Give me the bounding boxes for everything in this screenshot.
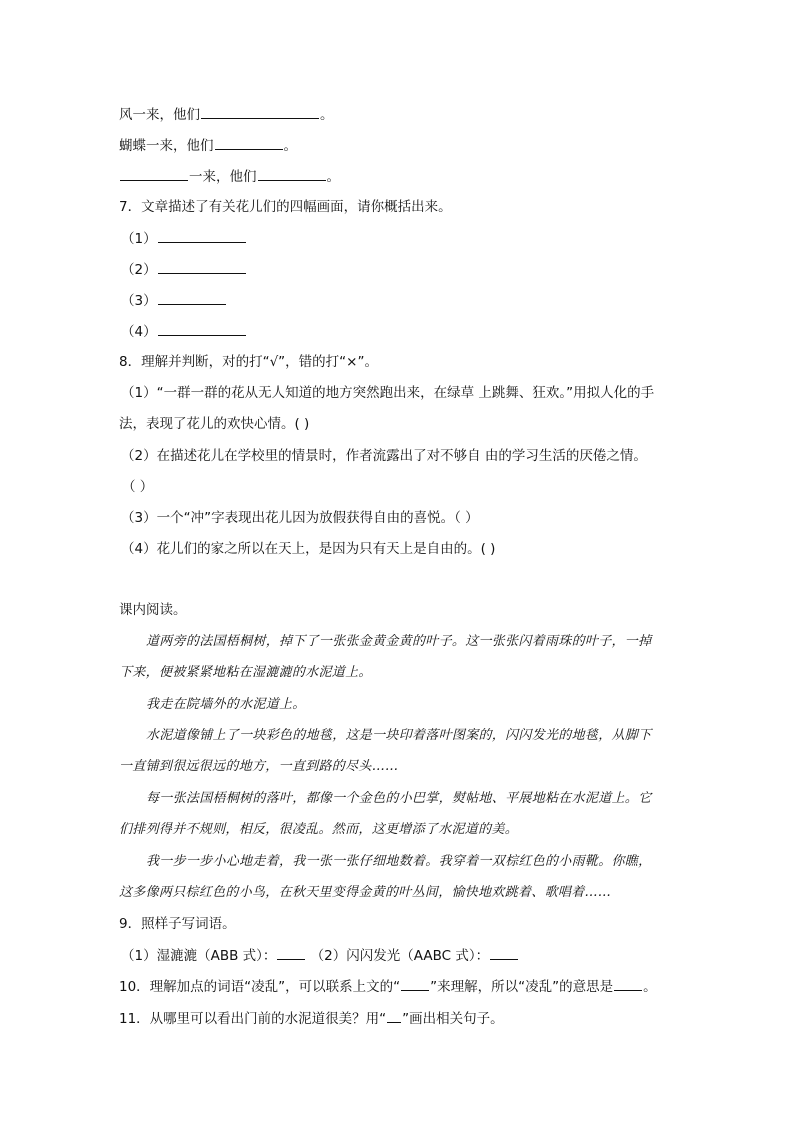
q8-statement-3: （3）一个“冲”字表现出花儿因为放假获得自由的喜悦。（ ） xyxy=(121,510,479,526)
reading-paragraph-2: 我走在院墙外的水泥道上。 xyxy=(146,697,306,712)
q7-item-label: （1） xyxy=(121,231,157,247)
q6-line-wind-prefix: 风一来，他们 xyxy=(119,107,200,123)
q10-stem xyxy=(119,976,657,997)
underline-mark xyxy=(387,1008,401,1023)
q7-item-1 xyxy=(121,228,247,249)
reading-paragraph-1-cont: 下来，便被紧紧地粘在湿漉漉的水泥道上。 xyxy=(119,665,372,680)
answer-blank[interactable] xyxy=(158,259,246,274)
q6-line-wind xyxy=(119,104,334,125)
reading-paragraph-3-cont: 一直铺到很远很远的地方，一直到路的尽头…… xyxy=(119,759,399,774)
answer-blank[interactable] xyxy=(490,945,518,960)
reading-paragraph-3: 水泥道像铺上了一块彩色的地毯，这是一块印着落叶图案的，闪闪发光的地毯，从脚下 xyxy=(146,728,652,743)
q7-item-label: （4） xyxy=(121,324,157,340)
q7-item-2 xyxy=(121,259,247,280)
q11-text-b: ”画出相关句子。 xyxy=(402,1011,504,1027)
reading-paragraph-5-cont: 这多像两只棕红色的小鸟，在秋天里变得金黄的叶丛间，愉快地欢跳着、歌唱着…… xyxy=(119,885,612,900)
q7-item-label: （2） xyxy=(121,262,157,278)
q6-line-custom-middle: 一来，他们 xyxy=(189,169,257,185)
reading-heading: 课内阅读。 xyxy=(119,602,187,618)
q6-line-custom xyxy=(119,166,340,187)
answer-blank[interactable] xyxy=(158,321,246,336)
q10-text-b: ”来理解，所以“凌乱”的意思是 xyxy=(430,979,614,995)
q6-line-butterfly-suffix: 。 xyxy=(283,138,297,154)
q8-statement-1: （1）“一群一群的花从无人知道的地方突然跑出来，在绿草 上跳舞、狂欢。”用拟人化的手 xyxy=(121,385,655,401)
reading-paragraph-1: 道两旁的法国梧桐树，掉下了一张张金黄金黄的叶子。这一张张闪着雨珠的叶子，一掉 xyxy=(146,634,652,649)
q10-text-c: 。 xyxy=(643,979,657,995)
q9-item-2-label: （2）闪闪发光（AABC 式）： xyxy=(306,948,490,964)
q8-statement-1-cont: 法，表现了花儿的欢快心情。( ) xyxy=(119,416,310,432)
q6-line-custom-suffix: 。 xyxy=(326,169,340,185)
q6-line-butterfly-prefix: 蝴蝶一来，他们 xyxy=(119,138,214,154)
answer-blank[interactable] xyxy=(401,976,429,991)
answer-blank[interactable] xyxy=(158,228,246,243)
q6-line-butterfly xyxy=(119,135,297,156)
q7-item-label: （3） xyxy=(121,293,157,309)
answer-blank[interactable] xyxy=(158,290,226,305)
q9-stem: 9．照样子写词语。 xyxy=(119,916,236,932)
q6-line-wind-suffix: 。 xyxy=(320,107,334,123)
q11-text-a: 11．从哪里可以看出门前的水泥道很美？用“ xyxy=(119,1011,387,1027)
reading-paragraph-4-cont: 们排列得并不规则，相反，很凌乱。然而，这更增添了水泥道的美。 xyxy=(119,822,519,837)
answer-blank[interactable] xyxy=(258,166,326,181)
answer-blank[interactable] xyxy=(215,135,283,150)
q11-stem xyxy=(119,1008,504,1029)
answer-blank[interactable] xyxy=(614,976,642,991)
answer-blank[interactable] xyxy=(120,166,188,181)
q10-text-a: 10．理解加点的词语“凌乱”，可以联系上文的“ xyxy=(119,979,401,995)
q7-item-3 xyxy=(121,290,227,311)
reading-paragraph-4: 每一张法国梧桐树的落叶，都像一个金色的小巴掌，熨帖地、平展地粘在水泥道上。它 xyxy=(146,791,652,806)
q8-statement-2-paren[interactable]: （ ） xyxy=(122,479,154,495)
q7-stem: 7．文章描述了有关花儿们的四幅画面，请你概括出来。 xyxy=(119,199,452,215)
q8-statement-2: （2）在描述花儿在学校里的情景时，作者流露出了对不够自 由的学习生活的厌倦之情。 xyxy=(121,448,647,464)
reading-paragraph-5: 我一步一步小心地走着，我一张一张仔细地数着。我穿着一双棕红色的小雨靴。你瞧， xyxy=(146,854,652,869)
q7-item-4 xyxy=(121,321,247,342)
answer-blank[interactable] xyxy=(201,104,319,119)
answer-blank[interactable] xyxy=(277,945,305,960)
q9-item-1-label: （1）湿漉漉（ABB 式）： xyxy=(121,948,277,964)
q9-items xyxy=(121,945,519,966)
q8-statement-4: （4）花儿们的家之所以在天上，是因为只有天上是自由的。( ) xyxy=(121,541,496,557)
q8-stem: 8．理解并判断，对的打“√”，错的打“×”。 xyxy=(119,354,378,370)
